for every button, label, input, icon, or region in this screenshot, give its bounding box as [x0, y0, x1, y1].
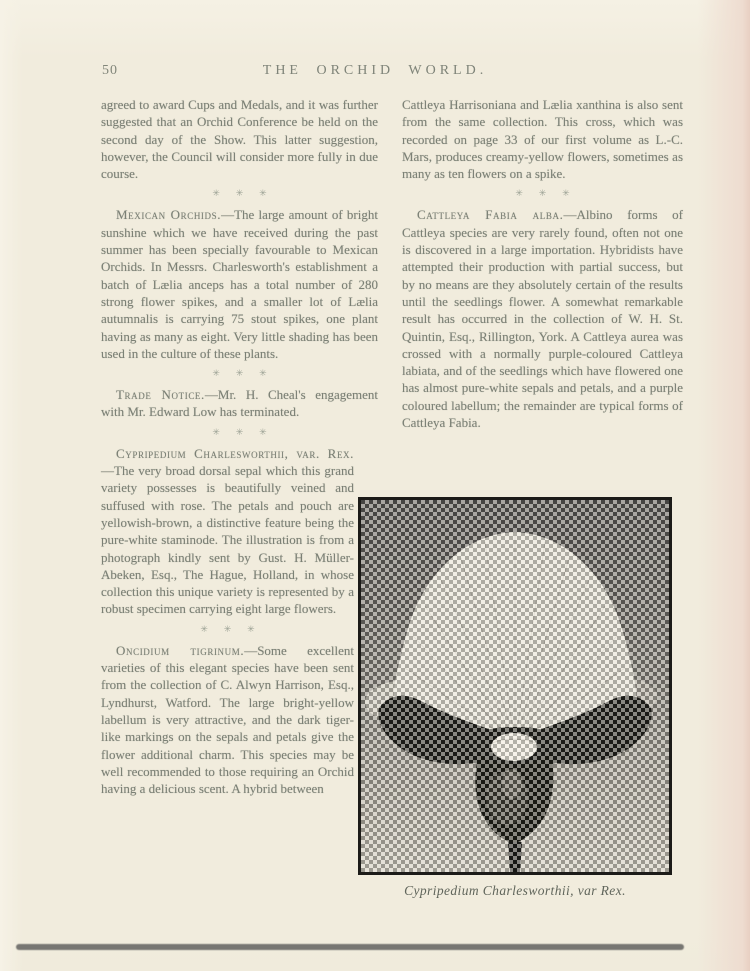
journal-title-header: THE ORCHID WORLD.	[262, 63, 488, 78]
paragraph-body: —The large amount of bright sunshine which we have received during the past summer has been specially favourable to Mexican Orchids. In Messrs. Charlesworth's establishment a batch of Lælia anceps has a total number of 280 strong flower spikes, and a smaller lot of Lælia autumnalis is carrying 75 stout spikes, one plant having as many as eight. Very little shading has been used in the culture of these plants.	[101, 207, 378, 361]
orchid-photograph	[358, 497, 672, 875]
orchid-flower-illustration	[361, 500, 669, 872]
scan-shadow-bar	[16, 944, 684, 950]
paragraph-cattleya-harrisoniana	[402, 96, 683, 182]
paragraph-body: —The very broad dorsal sepal which this grand variety possesses is beautifully veined and suffused with rose. The petals and pouch are yellowish-brown, a distinctive feature being the pure-white staminode. The illustration is from a photograph kindly sent by Gust. H. Müller-Abeken, Esq., The Hague, Holland, in whose collection this unique variety is represented by a robust specimen carrying eight large flowers.	[101, 463, 354, 617]
paragraph-body: —Albino forms of Cattleya species are very rarely found, often not one is discovered in a large importation. Hybridists have attempted their production with partial success, but by no means are they absolutely certain of the results until the seedlings flower. A somewhat remarkable result has occurred in the collection of W. H. St. Quintin, Esq., Rillington, York. A Cattleya aurea was crossed with a normally purple-coloured Cattleya labiata, and of the seedlings which have flowered one has almost pure-white sepals and petals, and a purple coloured labellum; the remainder are typical forms of Cattleya Fabia.	[402, 207, 683, 431]
paragraph-cattleya-fabia-alba	[402, 206, 683, 431]
paragraph-lead: Trade Notice.	[116, 387, 205, 403]
paragraph-body: Cattleya Harrisoniana and Lælia xanthina is also sent from the same collection. This cross, which was recorded on page 33 of our first volume as L.-C. Mars, produces creamy-yellow flowers, sometimes as many as ten flowers on a spike.	[402, 97, 683, 182]
paragraph-oncidium-tigrinum	[101, 642, 354, 798]
paragraph-body: agreed to award Cups and Medals, and it was further suggested that an Orchid Conference be held on the second day of the Show. This latter suggestion, however, the Council will consider more fully in due course.	[101, 97, 378, 182]
paragraph-lead: Mexican Orchids.	[116, 207, 222, 223]
right-text-column	[402, 96, 683, 431]
fleuron-separator: ✳ ✳ ✳	[212, 369, 267, 380]
fleuron-separator: ✳ ✳ ✳	[212, 189, 267, 200]
page-number: 50	[102, 63, 118, 78]
paragraph-lead: Cypripedium Charlesworthii, var. Rex.	[116, 445, 354, 461]
paragraph-mexican-orchids	[101, 206, 378, 362]
fleuron-separator: ✳ ✳ ✳	[515, 189, 570, 200]
paragraph-body: —Mr. H. Cheal's engagement with Mr. Edward Low has terminated.	[101, 387, 379, 420]
paragraph-lead: Cattleya Fabia alba.	[417, 207, 564, 223]
fleuron-separator: ✳ ✳ ✳	[200, 624, 255, 635]
paragraph-cups-and-medals	[101, 96, 378, 182]
paragraph-lead: Oncidium tigrinum.	[116, 642, 245, 658]
paragraph-cypripedium-charlesworthii	[101, 445, 354, 618]
left-text-column	[101, 96, 378, 797]
paragraph-trade-notice	[101, 386, 378, 421]
paragraph-body: —Some excellent varieties of this elegant species have been sent from the collection of C. Alwyn Harrison, Esq., Lyndhurst, Watford. The large bright-yellow labellum is very attractive, and the dark tiger-like markings on the sepals and petals give the flower additional charm. This species may be well recommended to those requiring an Orchid having a delicious scent. A hybrid between	[101, 642, 354, 797]
figure-caption: Cypripedium Charlesworthii, var Rex.	[404, 883, 626, 898]
fleuron-separator: ✳ ✳ ✳	[212, 427, 267, 438]
